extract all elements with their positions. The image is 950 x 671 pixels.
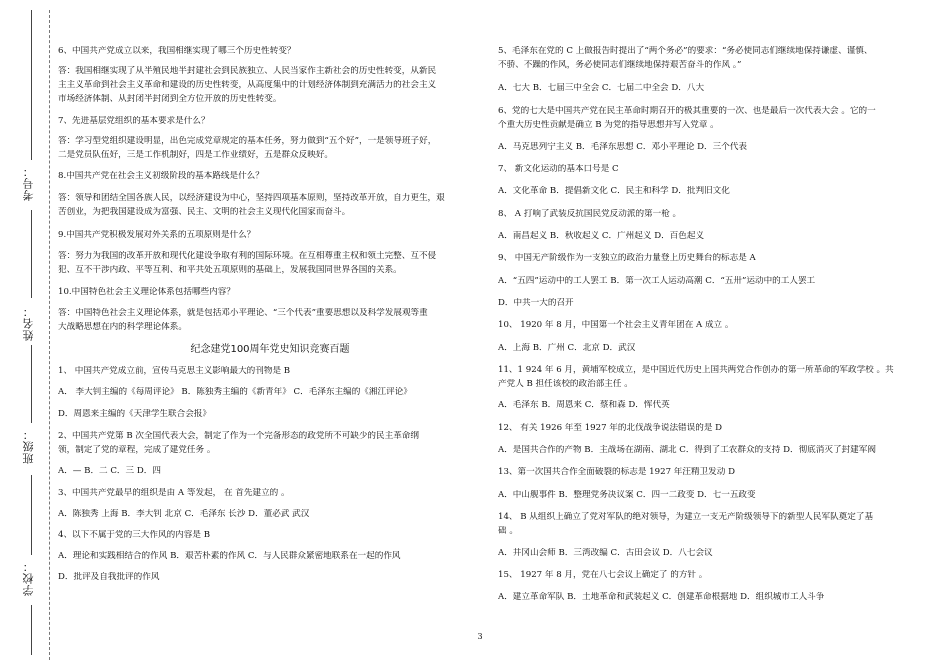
question-line: 7、先进基层党组织的基本要求是什么？ bbox=[58, 116, 210, 126]
fold-line bbox=[49, 10, 50, 660]
answer-line: 答：努力为我国的改革开放和现代化建设争取有利的国际环境。在互相尊重主权和领土完整、互不侵 bbox=[58, 251, 437, 261]
right-column bbox=[498, 46, 930, 610]
quiz-options: A．上海 B．广州 C．北京 D．武汉 bbox=[498, 343, 636, 353]
quiz-question: 础 。 bbox=[498, 526, 518, 536]
quiz-question: 8、 A 打响了武装反抗国民党反动派的第一枪 。 bbox=[498, 209, 682, 219]
quiz-question: 11、1 924 年 6 月，黄埔军校成立，是中国近代历史上国共两党合作创办的第一所革命的军政学校 。共 bbox=[498, 365, 894, 375]
question-line: 9.中国共产党积极发展对外关系的五项原则是什么？ bbox=[58, 230, 256, 240]
answer-line: 答：学习型党组织建设明显，出色完成党章规定的基本任务，努力做到“五个好”，一是领导班子好， bbox=[58, 136, 437, 146]
quiz-options: A．文化革命 B．提倡新文化 C．民主和科学 D．批判旧文化 bbox=[498, 186, 730, 196]
section-title: 纪念建党100周年党史知识竞赛百题 bbox=[190, 344, 350, 355]
quiz-question: 15、 1927 年 8 月，党在八七会议上确定了 的方针 。 bbox=[498, 570, 708, 580]
name-label: 姓名： bbox=[22, 305, 35, 341]
question-line: 8.中国共产党在社会主义初级阶段的基本路线是什么？ bbox=[58, 171, 264, 181]
quiz-question: 14、 B 从组织上确立了党对军队的绝对领导，为建立一支无产阶级领导下的新型人民军队奠定了基 bbox=[498, 512, 874, 522]
quiz-question: 个重大历史性贡献是确立 B 为党的指导思想并写入党章 。 bbox=[498, 120, 719, 130]
quiz-options: A．— B．二 C．三 D．四 bbox=[58, 466, 161, 476]
school-label: 学校： bbox=[22, 560, 35, 596]
quiz-question: 9、 中国无产阶级作为一支独立的政治力量登上历史舞台的标志是 A bbox=[498, 253, 756, 263]
fill-line-class bbox=[31, 345, 32, 423]
quiz-options: A．井冈山会师 B．三湾改编 C．古田会议 D．八七会议 bbox=[498, 548, 713, 558]
quiz-options: A．马克思列宁主义 B．毛泽东思想 C．邓小平理论 D．三个代表 bbox=[498, 142, 748, 152]
quiz-options: D．批评及自我批评的作风 bbox=[58, 572, 160, 582]
class-label: 班级： bbox=[22, 428, 35, 464]
quiz-options: A．南昌起义 B．秋收起义 C．广州起义 D．百色起义 bbox=[498, 231, 705, 241]
answer-line: 市场经济体制、从封闭半封闭到全方位开放的历史性转变。 bbox=[58, 94, 282, 104]
left-column bbox=[58, 46, 482, 590]
quiz-question: 6、党的七大是中国共产党在民主革命时期召开的极其重要的一次、也是最后一次代表大会 。它的一 bbox=[498, 106, 876, 116]
answer-line: 答：我国相继实现了从半殖民地半封建社会到民族独立、人民当家作主新社会的历史性转变，从新民 bbox=[58, 66, 437, 76]
quiz-question: 7、 新文化运动的基本口号是 C bbox=[498, 164, 619, 174]
quiz-question: 13、第一次国共合作全面破裂的标志是 1927 年汪精卫发动 D bbox=[498, 467, 735, 477]
fill-line-school bbox=[31, 475, 32, 555]
quiz-options: A．“五四”运动中的工人罢工 B．第一次工人运动高潮 C．“五卅”运动中的工人罢工 bbox=[498, 276, 816, 286]
quiz-question: 12、 有关 1926 年至 1927 年的北伐战争说法错误的是 D bbox=[498, 423, 723, 433]
page-number: 3 bbox=[477, 632, 483, 641]
quiz-options: D．中共一大的召开 bbox=[498, 298, 574, 308]
question-line: 10.中国特色社会主义理论体系包括哪些内容？ bbox=[58, 287, 235, 297]
answer-line: 答：领导和团结全国各族人民，以经济建设为中心，坚持四项基本原则，坚持改革开放，自力更生，艰 bbox=[58, 193, 445, 203]
quiz-question: 4、以下不属于党的三大作风的内容是 B bbox=[58, 530, 211, 540]
quiz-question: 10、 1920 年 8 月，中国第一个社会主义青年团在 A 成立 。 bbox=[498, 320, 734, 330]
answer-line: 主主义革命到社会主义革命和建设的历史性转变，从高度集中的计划经济体制到充满活力的社会主义 bbox=[58, 80, 437, 90]
quiz-question: 不骄、不躁的作风，务必使同志们继续地保持艰苦奋斗的作风 。” bbox=[498, 60, 742, 70]
quiz-question: 2、中国共产党第 B 次全国代表大会，制定了作为一个完备形态的政党所不可缺少的民主革命纲 bbox=[58, 431, 419, 441]
quiz-options: A．陈独秀 上海 B．李大钊 北京 C．毛泽东 长沙 D．董必武 武汉 bbox=[58, 509, 310, 519]
binding-margin bbox=[0, 0, 56, 671]
fill-line-bottom bbox=[31, 605, 32, 655]
quiz-options: A．七大 B．七届三中全会 C．七届二中全会 D．八大 bbox=[498, 83, 705, 93]
quiz-question: 1、 中国共产党成立前，宣传马克思主义影响最大的刊物是 B bbox=[58, 366, 291, 376]
answer-line: 答：中国特色社会主义理论体系，就是包括邓小平理论、“三个代表”重要思想以及科学发展观等重 bbox=[58, 308, 428, 318]
fill-line-name bbox=[31, 210, 32, 298]
answer-line: 大战略思想在内的科学理论体系。 bbox=[58, 322, 187, 332]
quiz-options: A．毛泽东 B．周恩来 C．蔡和森 D．恽代英 bbox=[498, 400, 670, 410]
quiz-options: A．建立革命军队 B．土地革命和武装起义 C．创建革命根据地 D．组织城市工人斗争 bbox=[498, 592, 825, 602]
quiz-options: A．理论和实践相结合的作风 B．艰苦朴素的作风 C．与人民群众紧密地联系在一起的作风 bbox=[58, 551, 401, 561]
quiz-options: A．是国共合作的产物 B．主战场在湖南、湖北 C．得到了工农群众的支持 D．彻底消灭了封建军阀 bbox=[498, 445, 876, 455]
answer-line: 犯、互不干涉内政、平等互利、和平共处五项原则的基础上，发展我国同世界各国的关系。 bbox=[58, 265, 402, 275]
quiz-options: A． 李大钊主编的《每周评论》 B．陈独秀主编的《新青年》 C．毛泽东主编的《湘江评论》 bbox=[58, 387, 412, 397]
quiz-question: 3、中国共产党最早的组织是由 A 等发起， 在 首先建立的 。 bbox=[58, 488, 290, 498]
quiz-question: 5、毛泽东在党的 C 上做报告时提出了“两个务必”的要求：“务必使同志们继续地保持谦虚、谨慎、 bbox=[498, 46, 873, 56]
quiz-question: 领，制定了党的章程，完成了建党任务 。 bbox=[58, 445, 216, 455]
fill-line-exam-no bbox=[31, 10, 32, 160]
question-line: 6、中国共产党成立以来，我国相继实现了哪三个历史性转变？ bbox=[58, 46, 296, 56]
exam-no-label: 考号： bbox=[22, 165, 35, 201]
quiz-options: D．周恩来主编的《天津学生联合会报》 bbox=[58, 409, 211, 419]
quiz-question: 产党人 B 担任该校的政治部主任 。 bbox=[498, 379, 633, 389]
answer-line: 二是党员队伍好，三是工作机制好，四是工作业绩好，五是群众反映好。 bbox=[58, 150, 334, 160]
answer-line: 苦创业，为把我国建设成为富强、民主、文明的社会主义现代化国家而奋斗。 bbox=[58, 207, 351, 217]
quiz-options: A．中山舰事件 B．整理党务决议案 C．四一二政变 D．七一五政变 bbox=[498, 490, 756, 500]
